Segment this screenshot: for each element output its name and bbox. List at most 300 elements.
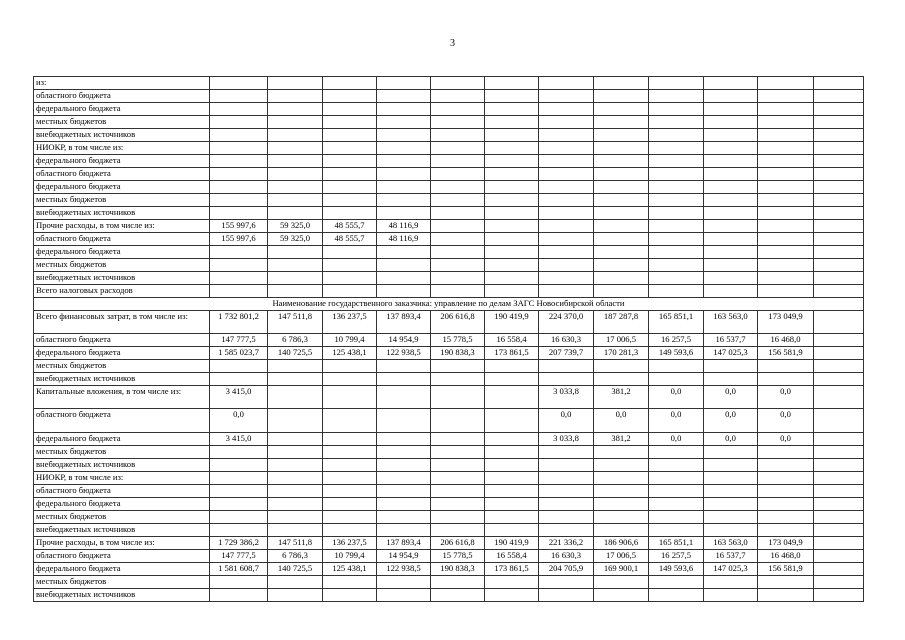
- value-cell: 0,0: [704, 409, 758, 433]
- row-label: внебюджетных источников: [34, 589, 210, 602]
- value-cell: [377, 168, 431, 181]
- empty-cell: [814, 155, 864, 168]
- value-cell: 170 281,3: [594, 347, 649, 360]
- value-cell: 1 729 386,2: [210, 537, 268, 550]
- table-row: [34, 498, 864, 511]
- value-cell: [594, 259, 649, 272]
- value-cell: [210, 155, 268, 168]
- value-cell: [594, 498, 649, 511]
- value-cell: 206 616,8: [431, 311, 485, 334]
- value-cell: [323, 360, 377, 373]
- value-cell: [758, 90, 814, 103]
- value-cell: 3 033,8: [539, 386, 594, 409]
- value-cell: [649, 207, 704, 220]
- value-cell: 48 555,7: [323, 220, 377, 233]
- value-cell: [323, 155, 377, 168]
- table-row: [34, 129, 864, 142]
- value-cell: [431, 589, 485, 602]
- value-cell: 190 838,3: [431, 347, 485, 360]
- value-cell: [268, 589, 323, 602]
- value-cell: 17 006,5: [594, 550, 649, 563]
- row-label: НИОКР, в том числе из:: [34, 142, 210, 155]
- value-cell: 156 581,9: [758, 563, 814, 576]
- row-label: местных бюджетов: [34, 511, 210, 524]
- table-row: [34, 77, 864, 90]
- value-cell: [431, 472, 485, 485]
- value-cell: [649, 373, 704, 386]
- value-cell: [539, 259, 594, 272]
- value-cell: [268, 459, 323, 472]
- value-cell: 140 725,5: [268, 347, 323, 360]
- value-cell: [431, 272, 485, 285]
- value-cell: [268, 446, 323, 459]
- row-label: областного бюджета: [34, 485, 210, 498]
- value-cell: [758, 360, 814, 373]
- value-cell: [649, 360, 704, 373]
- table-row: [34, 220, 864, 233]
- value-cell: [704, 207, 758, 220]
- value-cell: [377, 409, 431, 433]
- value-cell: [704, 142, 758, 155]
- value-cell: [539, 77, 594, 90]
- value-cell: [704, 181, 758, 194]
- value-cell: [758, 259, 814, 272]
- empty-cell: [814, 347, 864, 360]
- row-label: областного бюджета: [34, 168, 210, 181]
- value-cell: 16 558,4: [485, 334, 539, 347]
- value-cell: [539, 472, 594, 485]
- value-cell: [704, 233, 758, 246]
- value-cell: [377, 103, 431, 116]
- value-cell: [539, 511, 594, 524]
- table-row: [34, 233, 864, 246]
- value-cell: [377, 90, 431, 103]
- row-label: областного бюджета: [34, 334, 210, 347]
- value-cell: 147 511,8: [268, 537, 323, 550]
- value-cell: [704, 116, 758, 129]
- value-cell: [431, 246, 485, 259]
- value-cell: [758, 129, 814, 142]
- value-cell: 14 954,9: [377, 550, 431, 563]
- value-cell: [377, 116, 431, 129]
- row-label: федерального бюджета: [34, 433, 210, 446]
- table-row: [34, 459, 864, 472]
- table-row: [34, 207, 864, 220]
- value-cell: [210, 472, 268, 485]
- value-cell: [268, 272, 323, 285]
- value-cell: [323, 259, 377, 272]
- value-cell: [485, 485, 539, 498]
- value-cell: [649, 168, 704, 181]
- table-row: [34, 168, 864, 181]
- value-cell: [268, 168, 323, 181]
- value-cell: 16 558,4: [485, 550, 539, 563]
- value-cell: [704, 446, 758, 459]
- row-label: внебюджетных источников: [34, 373, 210, 386]
- value-cell: [210, 246, 268, 259]
- value-cell: [431, 103, 485, 116]
- value-cell: [594, 272, 649, 285]
- row-label: местных бюджетов: [34, 116, 210, 129]
- value-cell: [431, 511, 485, 524]
- value-cell: [594, 524, 649, 537]
- value-cell: [485, 259, 539, 272]
- empty-cell: [814, 77, 864, 90]
- empty-cell: [814, 563, 864, 576]
- value-cell: 122 938,5: [377, 563, 431, 576]
- value-cell: 207 739,7: [539, 347, 594, 360]
- value-cell: 187 287,8: [594, 311, 649, 334]
- table-row: [34, 246, 864, 259]
- value-cell: [485, 129, 539, 142]
- empty-cell: [814, 272, 864, 285]
- empty-cell: [814, 589, 864, 602]
- row-label: федерального бюджета: [34, 103, 210, 116]
- value-cell: [377, 498, 431, 511]
- value-cell: [704, 272, 758, 285]
- value-cell: [210, 77, 268, 90]
- value-cell: [210, 373, 268, 386]
- value-cell: 147 025,3: [704, 347, 758, 360]
- table-row: [34, 433, 864, 446]
- value-cell: 1 585 023,7: [210, 347, 268, 360]
- value-cell: [377, 589, 431, 602]
- value-cell: [210, 194, 268, 207]
- value-cell: [649, 246, 704, 259]
- empty-cell: [814, 168, 864, 181]
- row-label: федерального бюджета: [34, 181, 210, 194]
- table-row: [34, 409, 864, 433]
- table-row: [34, 311, 864, 334]
- value-cell: 147 511,8: [268, 311, 323, 334]
- empty-cell: [814, 550, 864, 563]
- empty-cell: [814, 386, 864, 409]
- value-cell: 14 954,9: [377, 334, 431, 347]
- value-cell: [210, 103, 268, 116]
- value-cell: [539, 142, 594, 155]
- value-cell: [594, 116, 649, 129]
- value-cell: 173 861,5: [485, 563, 539, 576]
- value-cell: [539, 233, 594, 246]
- value-cell: 206 616,8: [431, 537, 485, 550]
- value-cell: [758, 498, 814, 511]
- value-cell: 0,0: [649, 409, 704, 433]
- row-label: Капитальные вложения, в том числе из:: [34, 386, 210, 409]
- value-cell: [431, 285, 485, 298]
- value-cell: 165 851,1: [649, 537, 704, 550]
- value-cell: [377, 259, 431, 272]
- value-cell: [323, 77, 377, 90]
- value-cell: 163 563,0: [704, 537, 758, 550]
- value-cell: [704, 246, 758, 259]
- value-cell: [323, 246, 377, 259]
- value-cell: [268, 246, 323, 259]
- value-cell: [268, 360, 323, 373]
- value-cell: [539, 373, 594, 386]
- value-cell: [704, 259, 758, 272]
- value-cell: [758, 459, 814, 472]
- value-cell: 15 778,5: [431, 550, 485, 563]
- table-row: [34, 116, 864, 129]
- value-cell: [485, 220, 539, 233]
- value-cell: [594, 77, 649, 90]
- value-cell: [704, 498, 758, 511]
- value-cell: [377, 246, 431, 259]
- value-cell: [210, 485, 268, 498]
- value-cell: 137 893,4: [377, 537, 431, 550]
- value-cell: 0,0: [758, 433, 814, 446]
- value-cell: [323, 90, 377, 103]
- value-cell: [594, 373, 649, 386]
- value-cell: [649, 272, 704, 285]
- value-cell: 136 237,5: [323, 311, 377, 334]
- value-cell: 59 325,0: [268, 233, 323, 246]
- value-cell: [539, 285, 594, 298]
- row-label: местных бюджетов: [34, 576, 210, 589]
- value-cell: [431, 207, 485, 220]
- value-cell: [539, 498, 594, 511]
- row-label: местных бюджетов: [34, 446, 210, 459]
- value-cell: [210, 524, 268, 537]
- table-row: [34, 181, 864, 194]
- value-cell: [268, 373, 323, 386]
- value-cell: [323, 194, 377, 207]
- value-cell: [210, 116, 268, 129]
- value-cell: 0,0: [758, 409, 814, 433]
- value-cell: [377, 511, 431, 524]
- value-cell: [539, 524, 594, 537]
- value-cell: [431, 360, 485, 373]
- value-cell: 48 555,7: [323, 233, 377, 246]
- empty-cell: [814, 409, 864, 433]
- value-cell: [431, 90, 485, 103]
- value-cell: [594, 207, 649, 220]
- value-cell: 48 116,9: [377, 233, 431, 246]
- value-cell: [268, 409, 323, 433]
- value-cell: [323, 181, 377, 194]
- empty-cell: [814, 142, 864, 155]
- value-cell: [485, 194, 539, 207]
- value-cell: [431, 386, 485, 409]
- value-cell: [323, 472, 377, 485]
- value-cell: [758, 194, 814, 207]
- table-row: [34, 90, 864, 103]
- row-label: НИОКР, в том числе из:: [34, 472, 210, 485]
- value-cell: [268, 511, 323, 524]
- value-cell: [485, 207, 539, 220]
- value-cell: 0,0: [594, 409, 649, 433]
- value-cell: [704, 524, 758, 537]
- value-cell: [594, 576, 649, 589]
- value-cell: 155 997,6: [210, 233, 268, 246]
- value-cell: [323, 129, 377, 142]
- value-cell: [323, 576, 377, 589]
- value-cell: [431, 168, 485, 181]
- value-cell: [323, 168, 377, 181]
- value-cell: [758, 472, 814, 485]
- table-row: [34, 142, 864, 155]
- table-row: [34, 194, 864, 207]
- value-cell: [377, 472, 431, 485]
- value-cell: 173 049,9: [758, 311, 814, 334]
- table-row: [34, 589, 864, 602]
- value-cell: [649, 498, 704, 511]
- value-cell: [377, 142, 431, 155]
- value-cell: [485, 409, 539, 433]
- empty-cell: [814, 334, 864, 347]
- empty-cell: [814, 485, 864, 498]
- value-cell: [431, 524, 485, 537]
- value-cell: [485, 116, 539, 129]
- value-cell: [485, 142, 539, 155]
- value-cell: 155 997,6: [210, 220, 268, 233]
- table-row: [34, 103, 864, 116]
- value-cell: [431, 129, 485, 142]
- row-label: федерального бюджета: [34, 347, 210, 360]
- value-cell: 48 116,9: [377, 220, 431, 233]
- value-cell: [377, 576, 431, 589]
- empty-cell: [814, 129, 864, 142]
- value-cell: [431, 233, 485, 246]
- empty-cell: [814, 233, 864, 246]
- value-cell: 0,0: [649, 433, 704, 446]
- value-cell: [704, 589, 758, 602]
- value-cell: [323, 524, 377, 537]
- value-cell: [268, 433, 323, 446]
- empty-cell: [814, 90, 864, 103]
- value-cell: [377, 386, 431, 409]
- value-cell: [704, 90, 758, 103]
- value-cell: [704, 485, 758, 498]
- value-cell: [431, 116, 485, 129]
- value-cell: [704, 360, 758, 373]
- value-cell: [210, 459, 268, 472]
- value-cell: [539, 129, 594, 142]
- value-cell: 190 419,9: [485, 537, 539, 550]
- value-cell: 10 799,4: [323, 550, 377, 563]
- value-cell: 122 938,5: [377, 347, 431, 360]
- value-cell: [649, 589, 704, 602]
- value-cell: [377, 77, 431, 90]
- value-cell: [485, 246, 539, 259]
- value-cell: 16 630,3: [539, 334, 594, 347]
- value-cell: [431, 142, 485, 155]
- value-cell: [268, 386, 323, 409]
- value-cell: [210, 360, 268, 373]
- value-cell: [377, 155, 431, 168]
- value-cell: [323, 589, 377, 602]
- row-label: федерального бюджета: [34, 155, 210, 168]
- value-cell: [704, 472, 758, 485]
- value-cell: [649, 459, 704, 472]
- value-cell: [485, 103, 539, 116]
- value-cell: [649, 194, 704, 207]
- value-cell: [594, 446, 649, 459]
- value-cell: [377, 285, 431, 298]
- section-row: [34, 298, 864, 311]
- value-cell: [268, 472, 323, 485]
- value-cell: [594, 589, 649, 602]
- value-cell: 16 630,3: [539, 550, 594, 563]
- row-label: внебюджетных источников: [34, 207, 210, 220]
- value-cell: 16 468,0: [758, 550, 814, 563]
- value-cell: [649, 285, 704, 298]
- value-cell: [377, 181, 431, 194]
- table-row: [34, 360, 864, 373]
- row-label: областного бюджета: [34, 409, 210, 433]
- value-cell: [758, 485, 814, 498]
- empty-cell: [814, 576, 864, 589]
- value-cell: [323, 409, 377, 433]
- value-cell: [323, 116, 377, 129]
- table-row: [34, 485, 864, 498]
- value-cell: [485, 373, 539, 386]
- value-cell: [323, 142, 377, 155]
- empty-cell: [814, 360, 864, 373]
- value-cell: [594, 129, 649, 142]
- value-cell: 16 468,0: [758, 334, 814, 347]
- value-cell: [485, 181, 539, 194]
- row-label: из:: [34, 77, 210, 90]
- value-cell: 59 325,0: [268, 220, 323, 233]
- value-cell: [539, 220, 594, 233]
- value-cell: [323, 373, 377, 386]
- value-cell: [210, 589, 268, 602]
- value-cell: [485, 90, 539, 103]
- value-cell: [485, 576, 539, 589]
- value-cell: [704, 168, 758, 181]
- value-cell: [268, 194, 323, 207]
- value-cell: [649, 129, 704, 142]
- value-cell: [485, 272, 539, 285]
- value-cell: 0,0: [539, 409, 594, 433]
- value-cell: [649, 181, 704, 194]
- budget-table: [33, 76, 864, 602]
- value-cell: 173 049,9: [758, 537, 814, 550]
- value-cell: [431, 259, 485, 272]
- value-cell: 190 838,3: [431, 563, 485, 576]
- value-cell: [539, 155, 594, 168]
- value-cell: [210, 259, 268, 272]
- value-cell: [431, 194, 485, 207]
- value-cell: [758, 246, 814, 259]
- value-cell: [758, 116, 814, 129]
- value-cell: [649, 511, 704, 524]
- value-cell: 0,0: [758, 386, 814, 409]
- value-cell: [758, 285, 814, 298]
- value-cell: 3 415,0: [210, 386, 268, 409]
- value-cell: [210, 168, 268, 181]
- value-cell: [594, 220, 649, 233]
- value-cell: [323, 207, 377, 220]
- empty-cell: [814, 472, 864, 485]
- row-label: местных бюджетов: [34, 194, 210, 207]
- value-cell: 221 336,2: [539, 537, 594, 550]
- value-cell: [649, 576, 704, 589]
- value-cell: 190 419,9: [485, 311, 539, 334]
- value-cell: 16 537,7: [704, 334, 758, 347]
- value-cell: [210, 181, 268, 194]
- value-cell: 0,0: [649, 386, 704, 409]
- empty-cell: [814, 524, 864, 537]
- empty-cell: [814, 116, 864, 129]
- row-label: внебюджетных источников: [34, 129, 210, 142]
- table-row: [34, 472, 864, 485]
- value-cell: [431, 409, 485, 433]
- value-cell: [323, 386, 377, 409]
- value-cell: [377, 524, 431, 537]
- value-cell: [485, 155, 539, 168]
